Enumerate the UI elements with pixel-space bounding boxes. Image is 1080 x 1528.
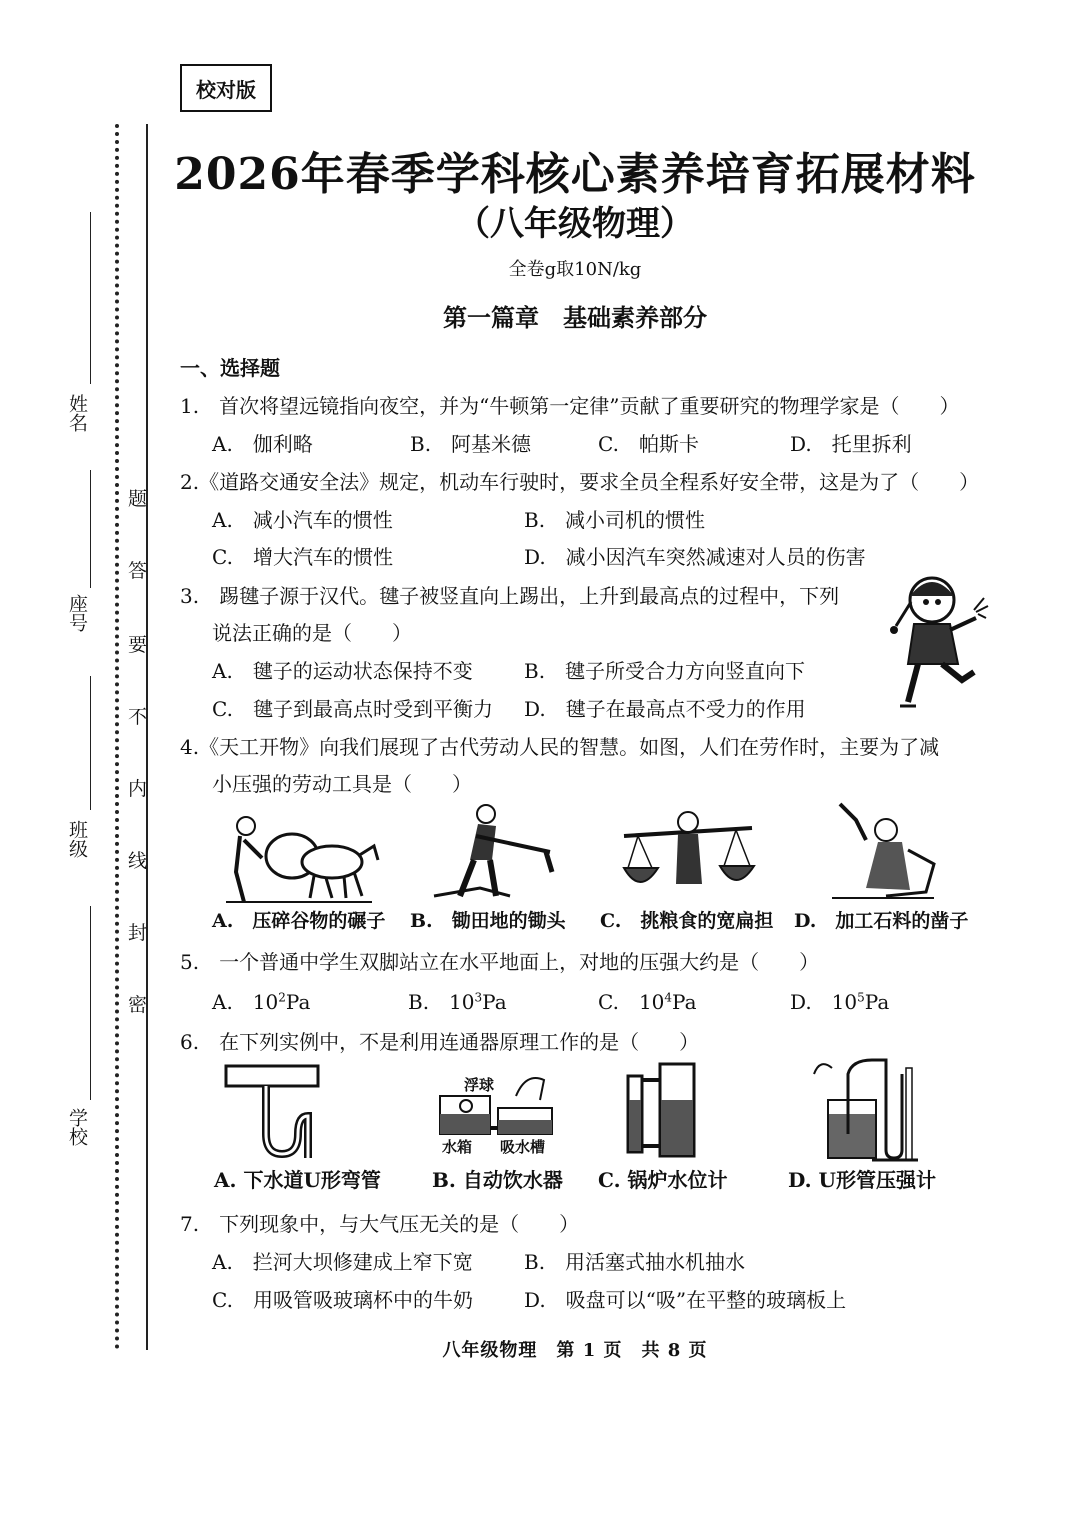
question-3-option-b: B. 毽子所受合力方向竖直向下: [524, 659, 806, 683]
question-4-option-c: C. 挑粮食的宽扁担: [600, 910, 774, 932]
seal-char: 答: [128, 560, 148, 582]
proof-stamp: 校对版: [180, 64, 272, 112]
seal-char: 线: [128, 850, 148, 872]
question-6-option-a: A. 下水道U形弯管: [214, 1168, 381, 1192]
question-3-stem-cont: 说法正确的是（ ）: [212, 621, 412, 645]
seal-char: 不: [128, 706, 148, 728]
seal-char: 封: [128, 922, 148, 944]
question-7-option-a: A. 拦河大坝修建成上窄下宽: [212, 1250, 473, 1274]
question-6-option-d: D. U形管压强计: [788, 1168, 936, 1192]
question-1-option-a: A. 伽利略: [212, 432, 313, 456]
seal-char: 密: [128, 994, 148, 1016]
class-underline: [90, 676, 91, 810]
question-1-option-b: B. 阿基米德: [410, 432, 532, 456]
question-4-option-a: A. 压碎谷物的碾子: [212, 910, 386, 932]
question-2-option-d: D. 减小因汽车突然减速对人员的伤害: [524, 545, 866, 569]
school-underline: [90, 906, 91, 1100]
u-tube-manometer-illustration: [812, 1054, 922, 1164]
question-7-option-b: B. 用活塞式抽水机抽水: [524, 1250, 746, 1274]
question-7-stem: 7. 下列现象中，与大气压无关的是（ ）: [180, 1212, 580, 1236]
auto-waterer-illustration: [436, 1066, 556, 1138]
seal-char: 要: [128, 634, 148, 656]
question-5-option-b: B. $10^3Pa$: [408, 990, 507, 1014]
question-6-option-b: B. 自动饮水器: [432, 1168, 563, 1192]
shuttlecock-kicker-illustration: [880, 568, 990, 716]
school-label: 学校: [66, 1108, 88, 1146]
roller-ox-illustration: [222, 806, 382, 906]
question-5-option-d: D. $10^5Pa$: [790, 990, 890, 1014]
question-4-option-d: D. 加工石料的凿子: [794, 910, 969, 932]
question-1-option-d: D. 托里拆利: [790, 432, 912, 456]
hoe-farmer-illustration: [420, 800, 560, 906]
question-2-stem: 2.《道路交通安全法》规定，机动车行驶时，要求全员全程系好安全带，这是为了（ ）: [180, 470, 980, 494]
question-3-option-a: A. 毽子的运动状态保持不变: [212, 659, 473, 683]
question-4-option-b: B. 锄田地的锄头: [410, 910, 566, 932]
seat-label: 座号: [66, 594, 88, 632]
question-1-option-c: C. 帕斯卡: [598, 432, 699, 456]
chapter-heading: 第一篇章 基础素养部分: [443, 303, 707, 332]
seal-char: 题: [128, 488, 148, 510]
boiler-level-gauge-illustration: [620, 1060, 700, 1160]
question-2-option-c: C. 增大汽车的惯性: [212, 545, 393, 569]
question-5-option-c: C. $10^4Pa$: [598, 990, 697, 1014]
name-label: 姓名: [66, 394, 88, 432]
seal-char: 内: [128, 778, 148, 800]
waterer-trough-label: 吸水槽: [500, 1138, 546, 1156]
class-label: 班级: [66, 820, 88, 858]
question-3-option-d: D. 毽子在最高点不受力的作用: [524, 697, 806, 721]
question-4-stem: 4.《天工开物》向我们展现了古代劳动人民的智慧。如图，人们在劳作时，主要为了减: [180, 735, 940, 759]
question-6-option-c: C. 锅炉水位计: [598, 1168, 728, 1192]
page-subtitle: （八年级物理）: [456, 204, 694, 244]
shoulder-pole-illustration: [618, 806, 758, 906]
question-4-stem-cont: 小压强的劳动工具是（ ）: [212, 772, 472, 796]
gravity-note: 全卷g取10N/kg: [508, 259, 642, 280]
question-2-option-b: B. 减小司机的惯性: [524, 508, 706, 532]
question-5-option-a: A. $10^2Pa$: [212, 990, 311, 1014]
question-1-stem: 1. 首次将望远镜指向夜空，并为“牛顿第一定律”贡献了重要研究的物理学家是（ ）: [180, 394, 960, 418]
question-7-option-d: D. 吸盘可以“吸”在平整的玻璃板上: [524, 1288, 847, 1312]
waterer-tank-label: 水箱: [442, 1138, 473, 1156]
page-footer: 八年级物理 第 1 页 共 8 页: [442, 1340, 708, 1361]
question-5-stem: 5. 一个普通中学生双脚站立在水平地面上，对地的压强大约是（ ）: [180, 950, 820, 974]
question-3-option-c: C. 毽子到最高点时受到平衡力: [212, 697, 493, 721]
section-heading: 一、选择题: [180, 356, 280, 380]
question-7-option-c: C. 用吸管吸玻璃杯中的牛奶: [212, 1288, 473, 1312]
stone-chisel-illustration: [826, 800, 938, 906]
waterer-float-label: 浮球: [464, 1076, 495, 1094]
question-3-stem: 3. 踢毽子源于汉代。毽子被竖直向上踢出，上升到最高点的过程中，下列: [180, 584, 840, 608]
page-title: 2026年春季学科核心素养培育拓展材料: [174, 149, 976, 200]
question-2-option-a: A. 减小汽车的惯性: [212, 508, 393, 532]
question-6-stem: 6. 在下列实例中，不是利用连通器原理工作的是（ ）: [180, 1030, 700, 1054]
seat-underline: [90, 470, 91, 588]
sink-u-trap-illustration: [222, 1062, 332, 1162]
